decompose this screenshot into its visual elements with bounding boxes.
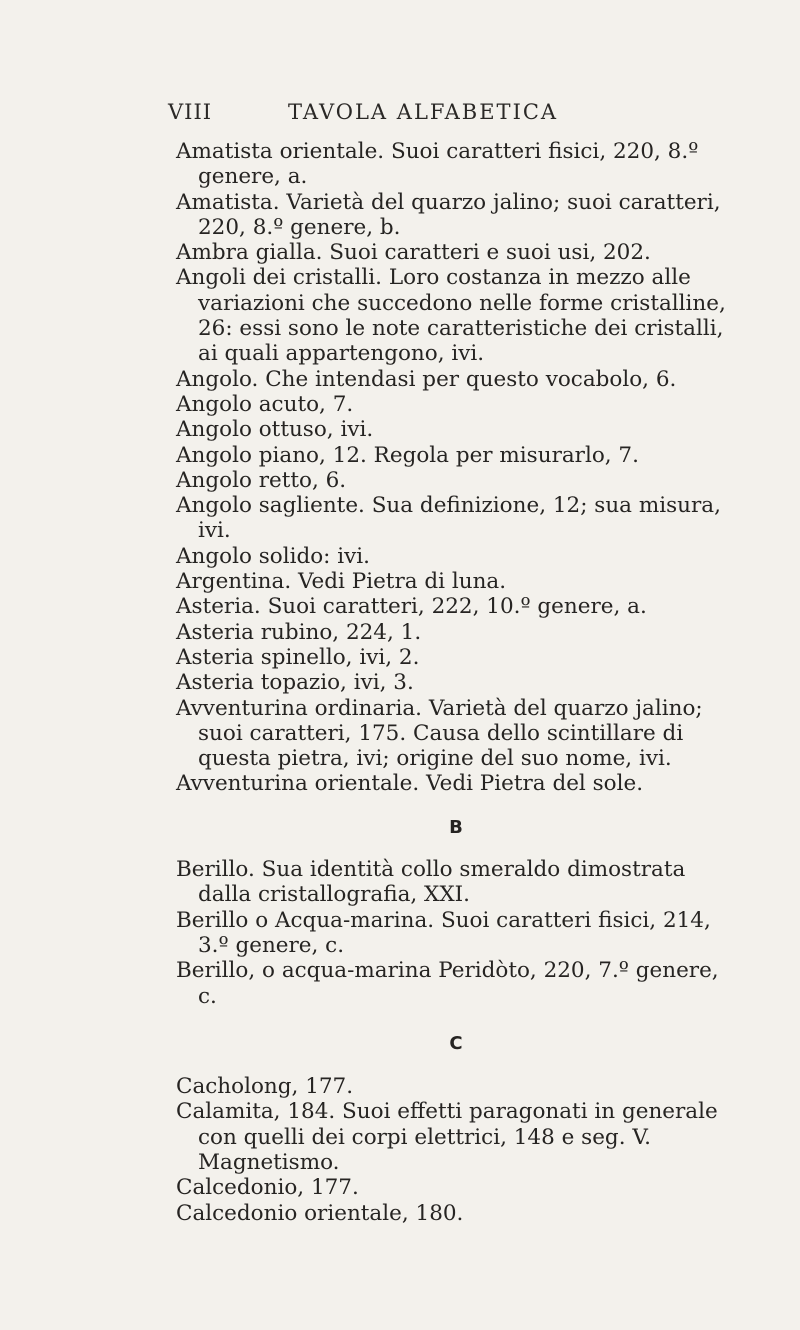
section-b-entries (176, 857, 736, 1009)
index-entry: Berillo. Sua identità collo smeraldo dimostrata dalla cristallografia, XXI. (176, 857, 686, 908)
index-body (176, 139, 736, 1226)
index-entry: Angolo. Che intendasi per questo vocabolo, 6. (176, 366, 677, 392)
index-entry: Amatista orientale. Suoi caratteri fisici, 220, 8.º genere, a. (176, 139, 699, 190)
index-entry: Angolo solido: ivi. (176, 543, 370, 569)
page-folio: VIII (168, 100, 213, 124)
section-letter-b: B (449, 816, 463, 838)
index-entry: Angoli dei cristalli. Loro costanza in mezzo alle variazioni che succedono nelle forme cristalline, 26: essi sono le note caratteristiche dei cristalli, ai quali appartengono, ivi. (176, 265, 726, 367)
index-entry: Asteria spinello, ivi, 2. (176, 644, 420, 670)
index-entry: Asteria. Suoi caratteri, 222, 10.º genere, a. (176, 594, 647, 620)
index-entry: Cacholong, 177. (176, 1074, 354, 1100)
index-entry: Berillo, o acqua-marina Peridòto, 220, 7.º genere, c. (176, 958, 719, 1009)
index-entry: Avventurina orientale. Vedi Pietra del sole. (176, 771, 644, 797)
running-title: TAVOLA ALFABETICA (288, 100, 559, 124)
section-a-entries (176, 139, 736, 797)
index-entry: Calcedonio orientale, 180. (176, 1200, 464, 1226)
index-entry: Angolo retto, 6. (176, 467, 347, 493)
index-entry: Argentina. Vedi Pietra di luna. (176, 569, 507, 595)
index-entry: Berillo o Acqua-marina. Suoi caratteri fisici, 214, 3.º genere, c. (176, 907, 711, 958)
index-entry: Angolo piano, 12. Regola per misurarlo, 7. (176, 442, 639, 468)
section-letter-c: C (449, 1032, 463, 1054)
index-entry: Calamita, 184. Suoi effetti paragonati in generale con quelli dei corpi elettrici, 148 e seg. V. Magnetismo. (176, 1099, 718, 1175)
page-header (168, 100, 728, 136)
index-entry: Angolo acuto, 7. (176, 391, 354, 417)
index-entry: Angolo sagliente. Sua definizione, 12; sua misura, ivi. (176, 493, 721, 544)
index-entry: Asteria rubino, 224, 1. (176, 619, 422, 645)
index-entry: Avventurina ordinaria. Varietà del quarzo jalino; suoi caratteri, 175. Causa dello scintillare di questa pietra, ivi; origine del suo nome, ivi. (176, 695, 703, 772)
index-entry: Asteria topazio, ivi, 3. (176, 670, 414, 696)
index-entry: Angolo ottuso, ivi. (176, 417, 374, 443)
index-entry: Ambra gialla. Suoi caratteri e suoi usi, 202. (176, 240, 651, 266)
index-entry: Calcedonio, 177. (176, 1175, 359, 1201)
index-entry: Amatista. Varietà del quarzo jalino; suoi caratteri, 220, 8.º genere, b. (176, 189, 721, 240)
section-c-entries (176, 1074, 736, 1226)
